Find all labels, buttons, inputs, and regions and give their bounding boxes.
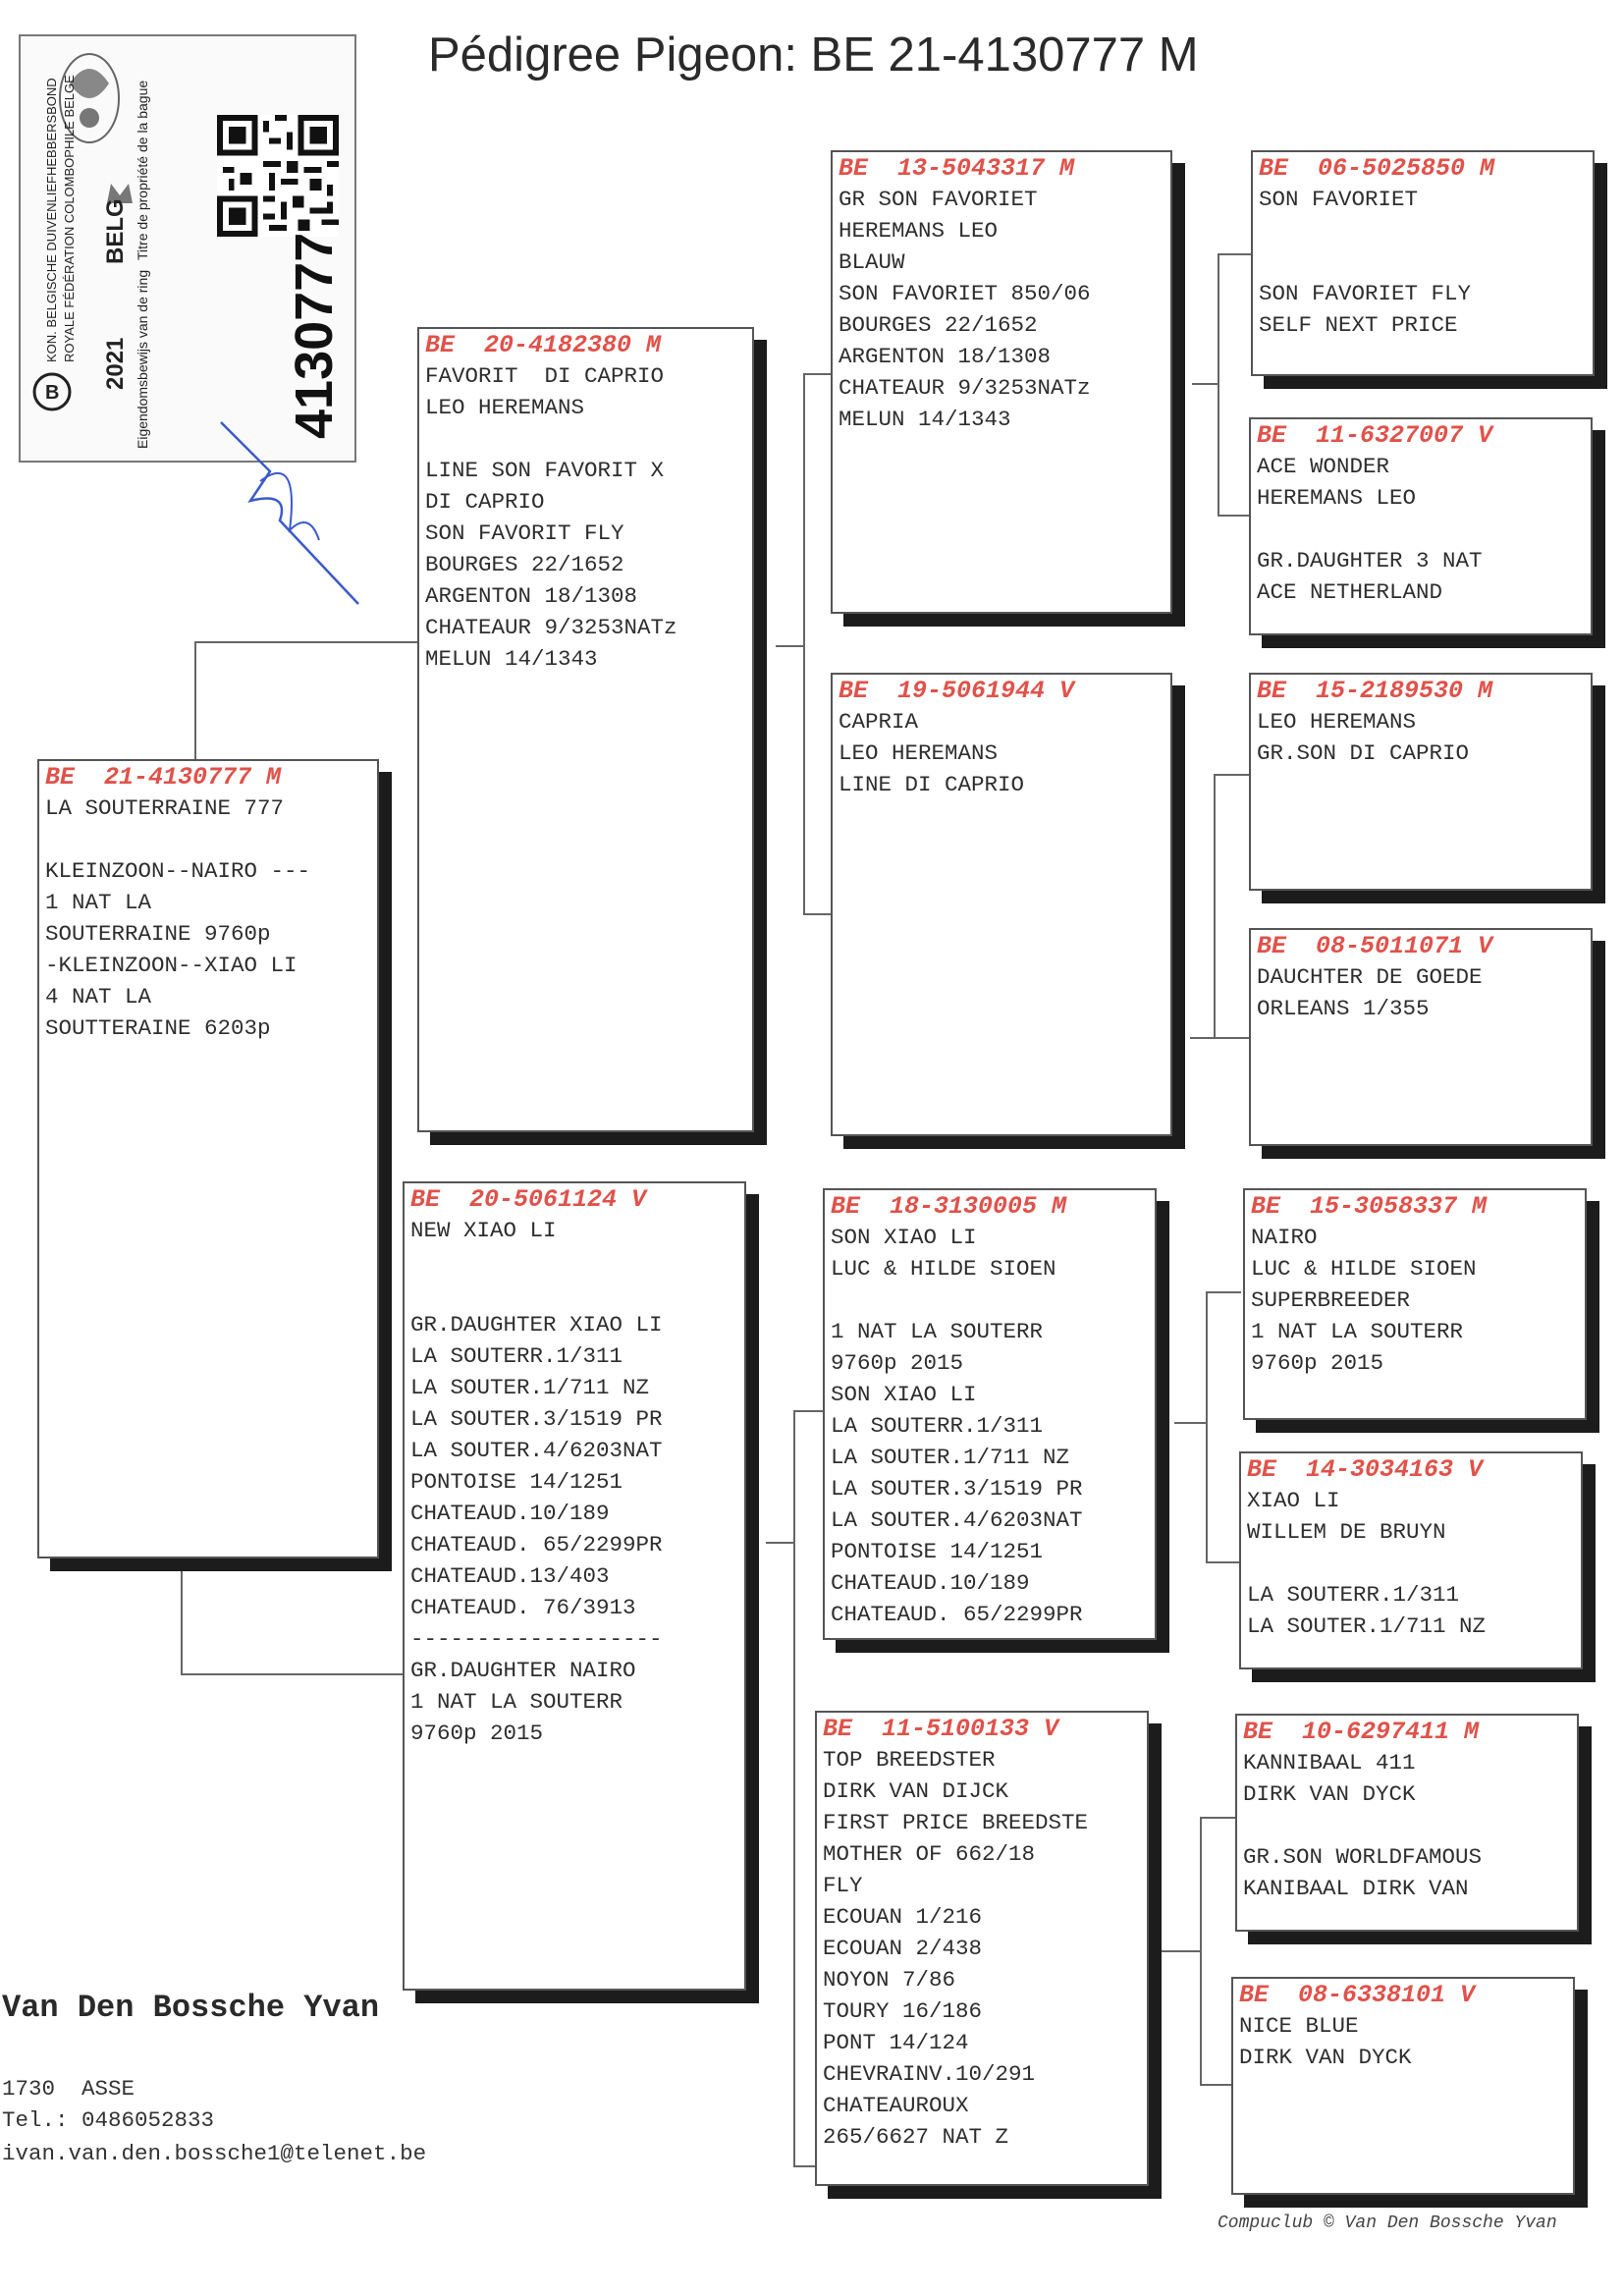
pigeon-info-line: CHATEAUD.10/189 — [410, 1501, 610, 1526]
pigeon-info-line: CAPRIA — [839, 709, 919, 735]
pigeon-info-line: CHATEAUD. 76/3913 — [410, 1595, 636, 1620]
pigeon-info-line: CHATEAUR 9/3253NATz — [839, 375, 1091, 401]
pigeon-info-line: LA SOUTER.3/1519 PR — [831, 1476, 1083, 1502]
connector — [1200, 1817, 1235, 1819]
ring-org-nl: KON. BELGISCHE DUIVENLIEFHEBBERSBOND — [44, 78, 59, 362]
pigeon-info-line: WILLEM DE BRUYN — [1247, 1519, 1446, 1545]
pigeon-info-line: XIAO LI — [1247, 1488, 1340, 1513]
pigeon-info-line: MELUN 14/1343 — [839, 407, 1011, 432]
pigeon-info-line: NOYON 7/86 — [823, 1967, 956, 1993]
pigeon-info-line: MELUN 14/1343 — [425, 646, 598, 672]
pigeon-info-line: GR.DAUGHTER XIAO LI — [410, 1312, 663, 1338]
footer-credit: Compuclub © Van Den Bossche Yvan — [1218, 2213, 1557, 2233]
pigeon-info-line: BOURGES 22/1652 — [425, 552, 624, 577]
pigeon-info-line: ARGENTON 18/1308 — [839, 344, 1052, 369]
pigeon-info-line — [419, 423, 752, 455]
pigeon-info-line: FAVORIT DI CAPRIO — [425, 363, 665, 389]
ring-country: BELG — [102, 198, 129, 264]
pigeon-info-line: PONTOISE 14/1251 — [831, 1539, 1044, 1564]
pigeon-card-mf — [823, 1188, 1157, 1640]
connector — [1206, 1561, 1241, 1563]
pigeon-info-line: BLAUW — [839, 249, 905, 275]
ring-number-fff: BE 06-5025850 M — [1259, 154, 1495, 183]
ring-number-ffm: BE 11-6327007 V — [1257, 421, 1493, 450]
pigeon-card-ff — [831, 150, 1172, 614]
ring-org-fr: ROYALE FÉDÉRATION COLOMBOPHILE BELGE — [62, 75, 77, 362]
pigeon-info-line: SON FAVORIT FLY — [425, 520, 624, 546]
pigeon-info-line: DI CAPRIO — [425, 489, 545, 515]
pigeon-info-line: FIRST PRICE BREEDSTE — [823, 1810, 1089, 1835]
pigeon-info-line: DIRK VAN DIJCK — [823, 1778, 1009, 1804]
pigeon-info-line: NEW XIAO LI — [410, 1218, 557, 1243]
pigeon-info-line — [1237, 1810, 1577, 1841]
connector — [194, 641, 417, 643]
pigeon-info-line: GR SON FAVORIET — [839, 187, 1038, 212]
pigeon-card-mmm — [1231, 1977, 1575, 2195]
federation-logo-icon — [30, 370, 74, 413]
pigeon-info-line — [405, 1278, 744, 1309]
pigeon-info-line: CHEVRAINV.10/291 — [823, 2061, 1036, 2087]
pigeon-info-line: LA SOUTER.1/711 NZ — [1247, 1613, 1487, 1639]
pigeon-info-line: SUPERBREEDER — [1251, 1287, 1411, 1313]
pigeon-info-line: TOURY 16/186 — [823, 1998, 983, 2024]
pigeon-info-line: PONT 14/124 — [823, 2030, 969, 2055]
pigeon-info-line: 1 NAT LA SOUTERR — [1251, 1319, 1464, 1344]
ring-number-ff: BE 13-5043317 M — [839, 154, 1075, 183]
pigeon-info-line: KANIBAAL DIRK VAN — [1243, 1876, 1469, 1901]
connector — [1206, 1291, 1208, 1561]
connector — [803, 913, 831, 915]
pigeon-info-line: 9760p 2015 — [831, 1350, 964, 1376]
ring-number-subject: BE 21-4130777 M — [45, 763, 282, 792]
pigeon-info-line: SON XIAO LI — [831, 1225, 977, 1250]
ring-number: 4130777 — [285, 232, 344, 439]
pigeon-info-line — [1253, 246, 1593, 278]
pigeon-info-line: SON FAVORIET 850/06 — [839, 281, 1091, 306]
pigeon-info-line: LEO HEREMANS — [425, 395, 585, 420]
ring-number-mmf: BE 10-6297411 M — [1243, 1718, 1480, 1746]
pigeon-card-fff — [1251, 150, 1595, 376]
pigeon-info-line: ACE WONDER — [1257, 454, 1390, 479]
pigeon-info-line: LA SOUTER.1/711 NZ — [410, 1375, 650, 1400]
ring-number-fmm: BE 08-5011071 V — [1257, 932, 1493, 960]
pigeon-info-line: SON FAVORIET — [1259, 187, 1419, 212]
pigeon-info-line: -KLEINZOON--XIAO LI — [45, 953, 298, 978]
pigeon-info-line: SON FAVORIET FLY — [1259, 281, 1472, 306]
pigeon-info-line: CHATEAUD. 65/2299PR — [410, 1532, 663, 1557]
connector — [803, 373, 831, 375]
pigeon-info-line: ORLEANS 1/355 — [1257, 996, 1430, 1021]
connector — [1218, 515, 1249, 517]
pigeon-info-line: LEO HEREMANS — [1257, 709, 1417, 735]
pigeon-info-line: DIRK VAN DYCK — [1243, 1781, 1416, 1807]
pigeon-info-line — [39, 824, 377, 855]
pigeon-info-line: 9760p 2015 — [1251, 1350, 1384, 1376]
connector — [776, 645, 805, 647]
pigeon-info-line: LA SOUTERRAINE 777 — [45, 795, 285, 821]
ring-number-mother: BE 20-5061124 V — [410, 1185, 647, 1214]
connector — [1174, 1422, 1208, 1424]
ring-number-fm: BE 19-5061944 V — [839, 677, 1075, 705]
pigeon-info-line: DAUCHTER DE GOEDE — [1257, 964, 1483, 990]
connector — [194, 641, 196, 759]
pigeon-info-line — [1253, 215, 1593, 246]
pigeon-card-fmm — [1249, 928, 1593, 1146]
pigeon-info-line — [405, 1246, 744, 1278]
pigeon-card-father — [417, 327, 754, 1132]
pigeon-info-line: NAIRO — [1251, 1225, 1318, 1250]
pigeon-info-line: ------------------- — [410, 1626, 663, 1652]
signature-scribble — [211, 412, 368, 609]
connector — [1190, 1037, 1216, 1039]
connector — [1214, 774, 1216, 1037]
pigeon-info-line — [825, 1284, 1155, 1316]
pigeon-info-line: CHATEAUD.10/189 — [831, 1570, 1030, 1596]
connector — [181, 1673, 403, 1675]
ring-year: 2021 — [102, 337, 129, 390]
ring-number-mm: BE 11-5100133 V — [823, 1715, 1059, 1743]
connector — [181, 1571, 183, 1674]
pigeon-info-line: 4 NAT LA — [45, 984, 152, 1010]
pigeon-info-line: LA SOUTER.4/6203NAT — [831, 1507, 1083, 1533]
pigeon-info-line: 1 NAT LA — [45, 890, 152, 915]
connector — [766, 1542, 795, 1544]
breeder-name: Van Den Bossche Yvan — [2, 1990, 380, 2026]
pigeon-info-line — [1241, 1548, 1581, 1579]
connector — [1214, 1037, 1249, 1039]
pigeon-card-subject — [37, 759, 379, 1558]
pigeon-info-line: 1 NAT LA SOUTERR — [831, 1319, 1044, 1344]
pigeon-card-mother — [403, 1181, 746, 1991]
pigeon-card-mfm — [1239, 1451, 1583, 1669]
page-top-edge — [0, 0, 1624, 6]
pigeon-info-line: LA SOUTER.4/6203NAT — [410, 1438, 663, 1463]
pigeon-card-ffm — [1249, 417, 1593, 635]
pigeon-info-line: SON XIAO LI — [831, 1382, 977, 1407]
connector — [1214, 774, 1249, 776]
pigeon-info-line: MOTHER OF 662/18 — [823, 1841, 1036, 1867]
ring-number-mff: BE 15-3058337 M — [1251, 1192, 1488, 1221]
pigeon-info-line: SELF NEXT PRICE — [1259, 312, 1458, 338]
connector — [1200, 2084, 1235, 2086]
pigeon-info-line: KANNIBAAL 411 — [1243, 1750, 1416, 1776]
qr-code-icon — [217, 115, 339, 237]
pigeon-info-line: KLEINZOON--NAIRO --- — [45, 858, 311, 884]
pigeon-info-line: CHATEAUR 9/3253NATz — [425, 615, 677, 640]
pigeon-card-mff — [1243, 1188, 1587, 1420]
pigeon-card-fm — [831, 673, 1172, 1136]
pigeon-info-line: LA SOUTER.3/1519 PR — [410, 1406, 663, 1432]
connector — [1147, 1950, 1202, 1952]
pigeon-info-line: LEO HEREMANS — [839, 740, 999, 766]
pigeon-info-line: LA SOUTERR.1/311 — [831, 1413, 1044, 1439]
pigeon-info-line: CHATEAUROUX — [823, 2093, 969, 2118]
pigeon-info-line — [1251, 514, 1591, 545]
pigeon-info-line: HEREMANS LEO — [839, 218, 999, 244]
ring-ownership-card — [19, 34, 356, 463]
pigeon-info-line: GR.SON WORLDFAMOUS — [1243, 1844, 1483, 1870]
pigeon-info-line: LINE DI CAPRIO — [839, 772, 1025, 797]
pigeon-info-line: GR.SON DI CAPRIO — [1257, 740, 1470, 766]
page-title: Pédigree Pigeon: BE 21-4130777 M — [428, 28, 1199, 82]
breeder-address: 1730 ASSE — [2, 2076, 135, 2102]
pigeon-info-line: LUC & HILDE SIOEN — [831, 1256, 1056, 1282]
connector — [1192, 383, 1219, 385]
pigeon-info-line: CHATEAUD. 65/2299PR — [831, 1602, 1083, 1627]
breeder-email: ivan.van.den.bossche1@telenet.be — [2, 2141, 427, 2166]
ring-number-father: BE 20-4182380 M — [425, 331, 662, 359]
ring-number-mmm: BE 08-6338101 V — [1239, 1981, 1476, 2009]
pigeon-info-line: LUC & HILDE SIOEN — [1251, 1256, 1477, 1282]
ring-ownership-nl: Eigendomsbewijs van de ring — [135, 269, 150, 449]
pigeon-card-fmf — [1249, 673, 1593, 891]
ring-number-mf: BE 18-3130005 M — [831, 1192, 1067, 1221]
pigeon-card-mm — [815, 1711, 1149, 2186]
pigeon-info-line: NICE BLUE — [1239, 2013, 1359, 2039]
connector — [793, 1410, 823, 1412]
ring-number-fmf: BE 15-2189530 M — [1257, 677, 1493, 705]
ring-ownership-fr: Titre de propriété de la bague — [135, 80, 150, 260]
breeder-phone: Tel.: 0486052833 — [2, 2107, 215, 2133]
pigeon-info-line: ECOUAN 1/216 — [823, 1904, 983, 1930]
pigeon-info-line: ECOUAN 2/438 — [823, 1936, 983, 1961]
pigeon-info-line: LA SOUTER.1/711 NZ — [831, 1445, 1070, 1470]
pigeon-info-line: BOURGES 22/1652 — [839, 312, 1038, 338]
pigeon-info-line: 1 NAT LA SOUTERR — [410, 1689, 623, 1715]
pigeon-info-line: SOUTTERAINE 6203p — [45, 1015, 271, 1041]
pigeon-info-line: HEREMANS LEO — [1257, 485, 1417, 511]
pigeon-card-mmf — [1235, 1714, 1579, 1932]
pigeon-info-line: CHATEAUD.13/403 — [410, 1563, 610, 1589]
pigeon-info-line: ARGENTON 18/1308 — [425, 583, 638, 609]
pigeon-info-line: DIRK VAN DYCK — [1239, 2045, 1412, 2070]
pigeon-info-line: LINE SON FAVORIT X — [425, 458, 665, 483]
connector — [1206, 1291, 1241, 1293]
pigeon-info-line: TOP BREEDSTER — [823, 1747, 996, 1773]
pigeon-info-line: GR.DAUGHTER NAIRO — [410, 1658, 636, 1683]
pigeon-info-line: 265/6627 NAT Z — [823, 2124, 1009, 2150]
connector — [1218, 253, 1251, 255]
pigeon-info-line: GR.DAUGHTER 3 NAT — [1257, 548, 1483, 574]
pigeon-info-line: 9760p 2015 — [410, 1721, 544, 1746]
svg-text:B: B — [45, 382, 60, 404]
pigeon-info-line: FLY — [823, 1873, 863, 1898]
pigeon-info-line: LA SOUTERR.1/311 — [410, 1343, 623, 1369]
connector — [803, 373, 805, 913]
pigeon-info-line: LA SOUTERR.1/311 — [1247, 1582, 1460, 1608]
pigeon-info-line: PONTOISE 14/1251 — [410, 1469, 623, 1495]
ring-number-mfm: BE 14-3034163 V — [1247, 1455, 1484, 1484]
pigeon-info-line: SOUTERRAINE 9760p — [45, 921, 271, 947]
pigeon-info-line: ACE NETHERLAND — [1257, 579, 1443, 605]
connector — [793, 1410, 795, 2166]
